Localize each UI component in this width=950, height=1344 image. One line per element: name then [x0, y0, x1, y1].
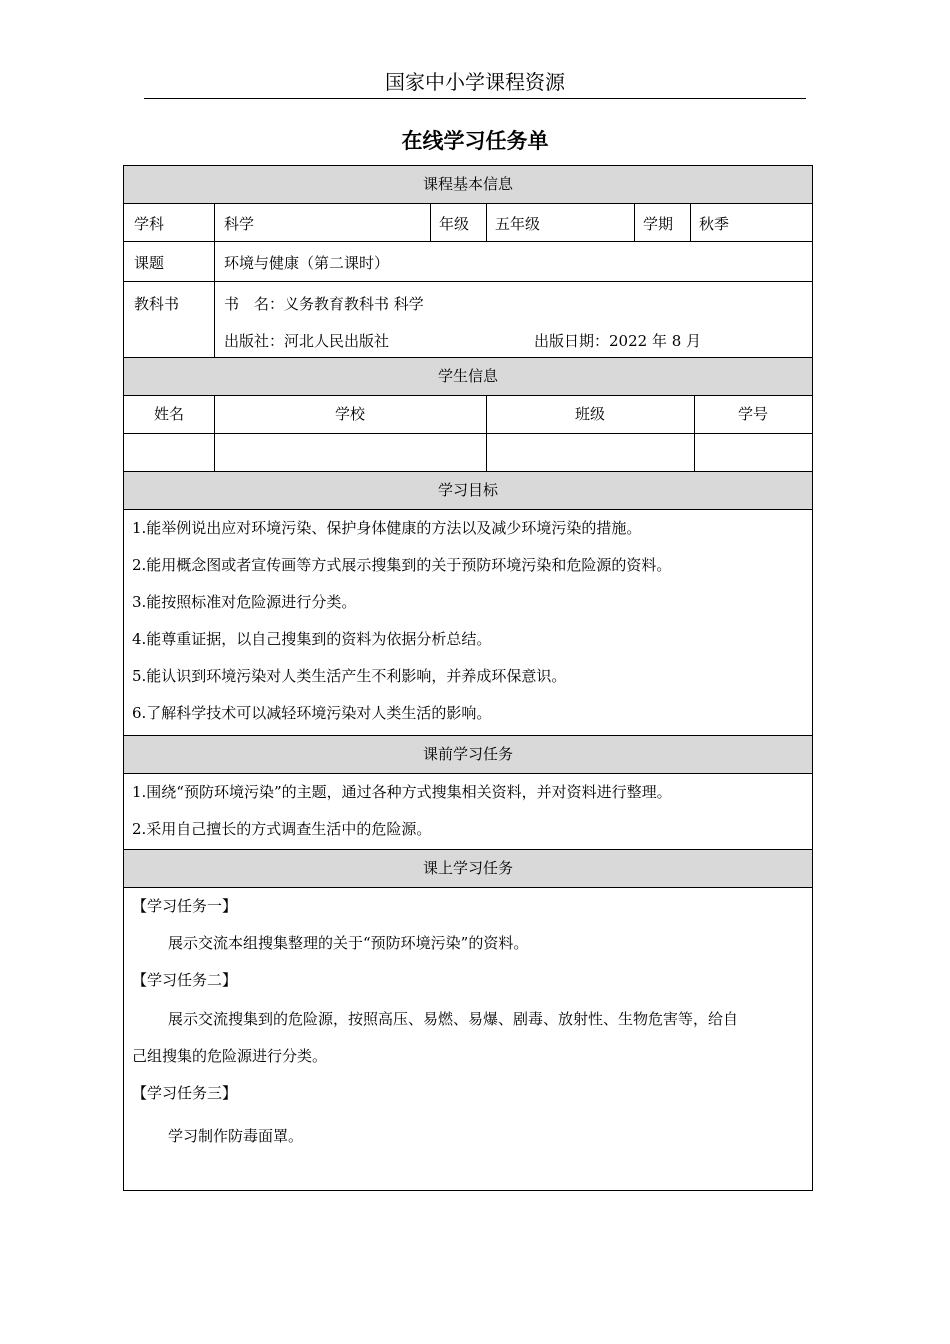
topic-row — [124, 242, 812, 282]
column-student-id: 学号 — [737, 405, 768, 423]
publish-date-value: 2022 年 8 月 — [609, 332, 702, 350]
name-input-cell[interactable] — [124, 434, 214, 471]
site-header-title: 国家中小学课程资源 — [385, 70, 565, 94]
student-columns-row — [124, 396, 812, 434]
subject-label: 学科 — [134, 215, 165, 233]
goal-item: 6.了解科学技术可以减轻环境污染对人类生活的影响。 — [132, 704, 492, 722]
in-class-title: 课上学习任务 — [422, 859, 513, 877]
class-input-cell[interactable] — [486, 434, 694, 471]
task1-body: 展示交流本组搜集整理的关于“预防环境污染”的资料。 — [168, 934, 529, 952]
header-divider — [144, 98, 806, 99]
goals-header — [124, 472, 812, 510]
textbook-label: 教科书 — [134, 295, 180, 313]
goal-item: 2.能用概念图或者宣传画等方式展示搜集到的关于预防环境污染和危险源的资料。 — [132, 556, 672, 574]
term-value: 秋季 — [699, 215, 730, 233]
pre-class-title: 课前学习任务 — [422, 745, 513, 763]
pre-class-body — [124, 774, 812, 850]
publish-date — [534, 330, 701, 351]
goal-item: 4.能尊重证据，以自己搜集到的资料为依据分析总结。 — [132, 630, 492, 648]
task2-title: 【学习任务二】 — [132, 971, 238, 989]
course-info-title: 课程基本信息 — [422, 175, 513, 193]
term-label: 学期 — [643, 215, 674, 233]
in-class-body — [124, 888, 812, 1190]
goal-item: 1.能举例说出应对环境污染、保护身体健康的方法以及减少环境污染的措施。 — [132, 519, 642, 537]
publish-date-label: 出版日期： — [534, 332, 610, 350]
goal-item: 5.能认识到环境污染对人类生活产生不利影响，并养成环保意识。 — [132, 667, 567, 685]
topic-label: 课题 — [134, 254, 165, 272]
student-info-header — [124, 358, 812, 396]
textbook-row — [124, 282, 812, 358]
cell-divider — [214, 242, 215, 281]
cell-divider — [486, 204, 487, 241]
document-title: 在线学习任务单 — [401, 129, 549, 153]
cell-divider — [214, 282, 215, 357]
task2-body-line2: 己组搜集的危险源进行分类。 — [132, 1047, 328, 1065]
column-class: 班级 — [574, 405, 605, 423]
subject-value: 科学 — [224, 215, 255, 233]
publisher — [224, 330, 389, 351]
student-info-title: 学生信息 — [437, 367, 498, 385]
cell-divider — [214, 204, 215, 241]
task2-body-line1: 展示交流搜集到的危险源，按照高压、易燃、易爆、剧毒、放射性、生物危害等，给自 — [168, 1010, 739, 1028]
book-name — [224, 293, 424, 314]
task3-title: 【学习任务三】 — [132, 1084, 238, 1102]
course-meta-row — [124, 204, 812, 242]
task3-body: 学习制作防毒面罩。 — [168, 1127, 304, 1145]
column-name: 姓名 — [153, 405, 184, 423]
column-school: 学校 — [334, 405, 365, 423]
course-info-header — [124, 166, 812, 204]
student-input-row — [124, 434, 812, 472]
book-name-value: 义务教育教科书 科学 — [284, 295, 424, 313]
publisher-value: 河北人民出版社 — [284, 332, 390, 350]
goals-body — [124, 510, 812, 736]
pre-class-header — [124, 736, 812, 774]
goal-item: 3.能按照标准对危险源进行分类。 — [132, 593, 357, 611]
task-sheet-table — [123, 165, 813, 1191]
pre-class-item: 1.围绕“预防环境污染”的主题，通过各种方式搜集相关资料，并对资料进行整理。 — [132, 783, 672, 801]
student-id-input-cell[interactable] — [694, 434, 812, 471]
pre-class-item: 2.采用自己擅长的方式调查生活中的危险源。 — [132, 820, 432, 838]
goals-title: 学习目标 — [437, 481, 498, 499]
cell-divider — [690, 204, 691, 241]
topic-value: 环境与健康（第二课时） — [224, 254, 390, 272]
school-input-cell[interactable] — [214, 434, 486, 471]
grade-label: 年级 — [439, 215, 470, 233]
cell-divider — [634, 204, 635, 241]
grade-value: 五年级 — [495, 215, 541, 233]
task1-title: 【学习任务一】 — [132, 897, 238, 915]
book-name-label: 书 名： — [224, 295, 285, 313]
cell-divider — [430, 204, 431, 241]
publisher-label: 出版社： — [224, 332, 285, 350]
in-class-header — [124, 850, 812, 888]
